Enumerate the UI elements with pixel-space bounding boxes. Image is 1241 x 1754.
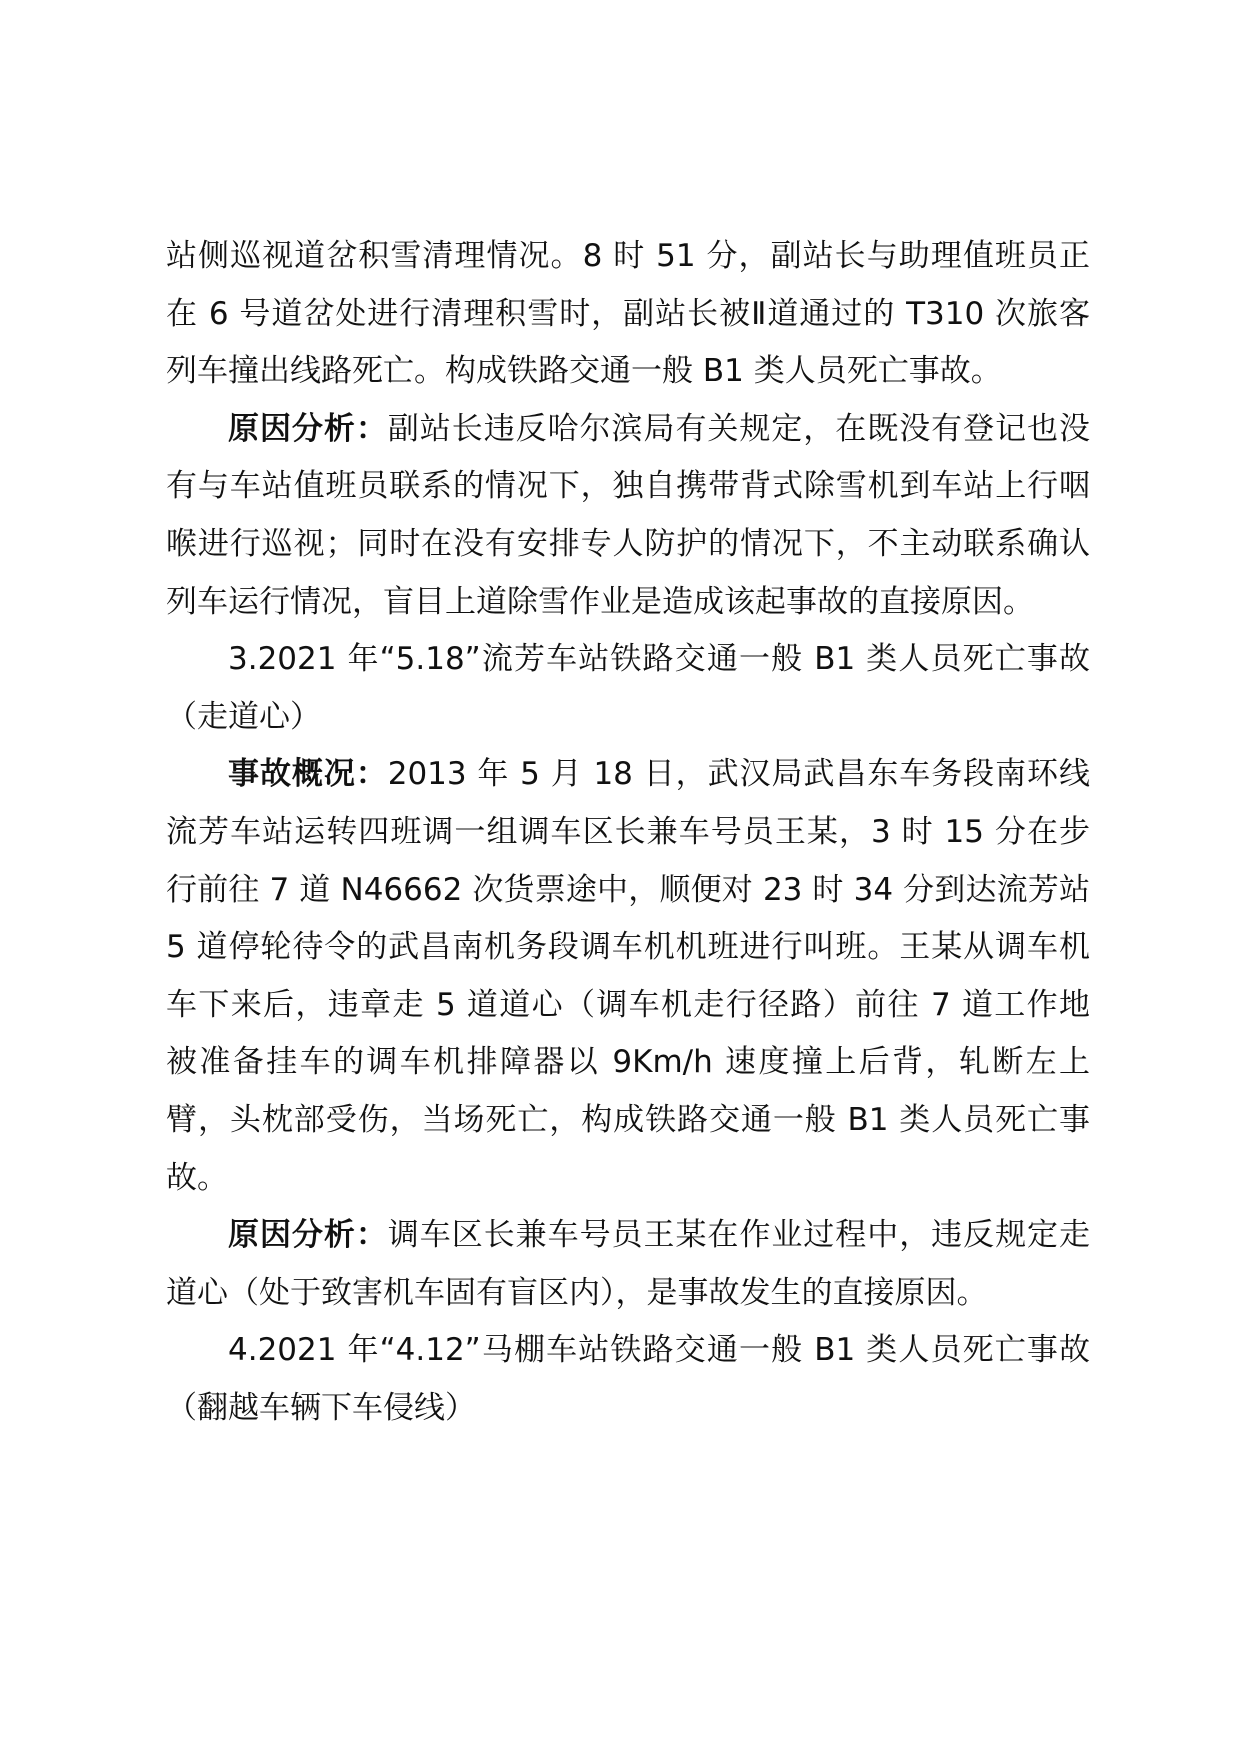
section-heading-5-18: 3.2021 年“5.18”流芳车站铁路交通一般 B1 类人员死亡事故（走道心） bbox=[166, 641, 1090, 735]
accident-overview-text: 2013 年 5 月 18 日，武汉局武昌东车务段南环线流芳车站运转四班调一组调车区长兼车号员王某，3 时 15 分在步行前往 7 道 N46662 次货票途中，顺便对 23 时 34 分到达流芳站 5 道停轮待令的武昌南机务段调车机机班进行叫班。王某从调车机车下来后，违章走 5 道道心（调车机走行径路）前往 7 道工作地 被准备挂车的调车机排障器以 9Km/h 速度撞上后背，轧断左上臂，头枕部受伤，当场死亡，构成铁路交通一般 B1 类人员死亡事故。 bbox=[166, 756, 1090, 1196]
accident-overview-label: 事故概况： bbox=[228, 756, 388, 793]
document-body bbox=[166, 228, 1090, 1437]
cause-analysis-label: 原因分析： bbox=[228, 410, 388, 447]
paragraph-accident-overview bbox=[166, 746, 1090, 1207]
paragraph-accident-continuation: 站侧巡视道岔积雪清理情况。8 时 51 分，副站长与助理值班员正在 6 号道岔处进行清理积雪时，副站长被Ⅱ道通过的 T310 次旅客列车撞出线路死亡。构成铁路交通一般 B1 类人员死亡事故。 bbox=[166, 238, 1090, 390]
paragraph-cause-analysis-1 bbox=[166, 401, 1090, 631]
cause-analysis-text: 调车区长兼车号员王某在作业过程中，违反规定走道心（处于致害机车固有盲区内），是事故发生的直接原因。 bbox=[166, 1217, 1091, 1311]
paragraph-cause-analysis-2 bbox=[166, 1207, 1090, 1322]
cause-analysis-text: 副站长违反哈尔滨局有关规定，在既没有登记也没有与车站值班员联系的情况下，独自携带背式除雪机到车站上行咽喉进行巡视；同时在没有安排专人防护的情况下，不主动联系确认列车运行情况，盲目上道除雪作业是造成该起事故的直接原因。 bbox=[166, 410, 1091, 620]
section-heading-4-12: 4.2021 年“4.12”马棚车站铁路交通一般 B1 类人员死亡事故（翻越车辆下车侵线） bbox=[166, 1332, 1090, 1426]
cause-analysis-label: 原因分析： bbox=[228, 1217, 388, 1254]
